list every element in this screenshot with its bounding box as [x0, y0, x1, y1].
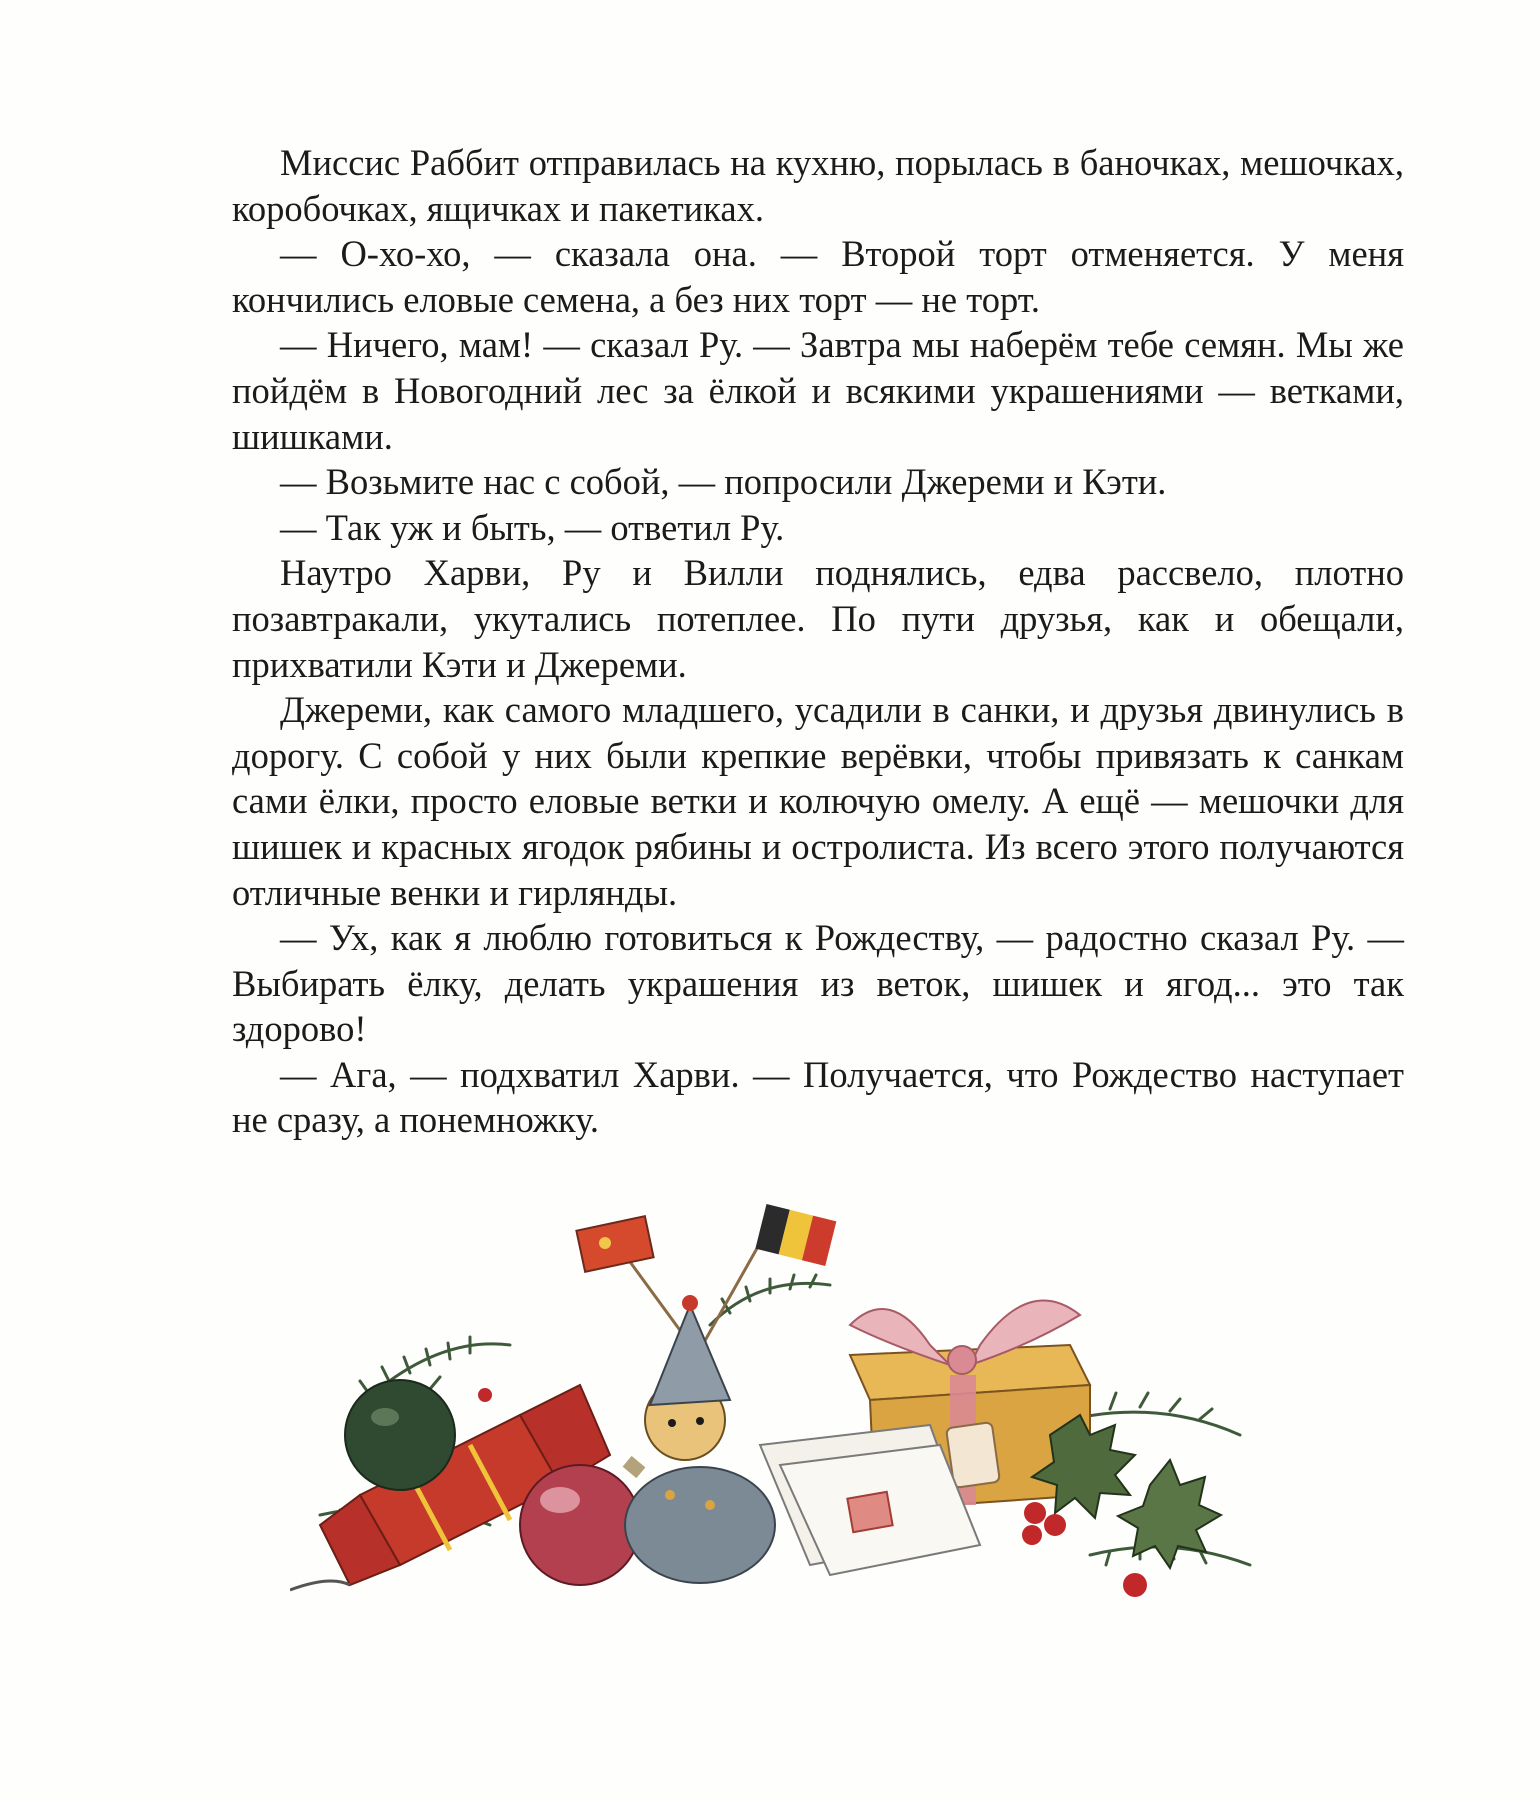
paragraph-4: — Возьмите нас с собой, — попросили Джереми и Кэти. [280, 461, 1167, 503]
paragraph-3: — Ничего, мам! — сказал Ру. — Завтра мы наберём тебе семян. Мы же пойдём в Новогодний лес за ёлкой и всякими украшениями — ветками, шишками. [232, 324, 1404, 457]
christmas-decorations-illustration [290, 1195, 1270, 1605]
toy-mouse [625, 1295, 775, 1583]
story-text [232, 140, 1404, 1143]
green-bauble [345, 1380, 455, 1490]
paragraph-2: — О-хо-хо, — сказала она. — Второй торт отменяется. У меня кончились еловые семена, а без них торт — не торт. [232, 233, 1404, 320]
paragraph-7: Джереми, как самого младшего, усадили в санки, и друзья двинулись в дорогу. С собой у них были крепкие верёвки, чтобы привязать к санкам сами ёлки, просто еловые ветки и колючую омелу. А ещё — мешочки для шишек и красных ягодок рябины и остролиста. Из всего этого получаются отличные венки и гирлянды. [232, 689, 1404, 913]
paragraph-6: Наутро Харви, Ру и Вилли поднялись, едва рассвело, плотно позавтракали, укутались потеплее. По пути друзья, как и обещали, прихватили Кэти и Джереми. [232, 552, 1404, 685]
paragraph-8: — Ух, как я люблю готовиться к Рождеству, — радостно сказал Ру. — Выбирать ёлку, делать украшения из веток, шишек и ягод... это так здорово! [232, 917, 1404, 1050]
paragraph-1: Миссис Раббит отправилась на кухню, порылась в баночках, мешочках, коробочках, ящичках и пакетиках. [232, 142, 1404, 229]
paragraph-5: — Так уж и быть, — ответил Ру. [280, 506, 785, 548]
paragraph-9: — Ага, — подхватил Харви. — Получается, что Рождество наступает не сразу, а понемножку. [232, 1053, 1404, 1141]
